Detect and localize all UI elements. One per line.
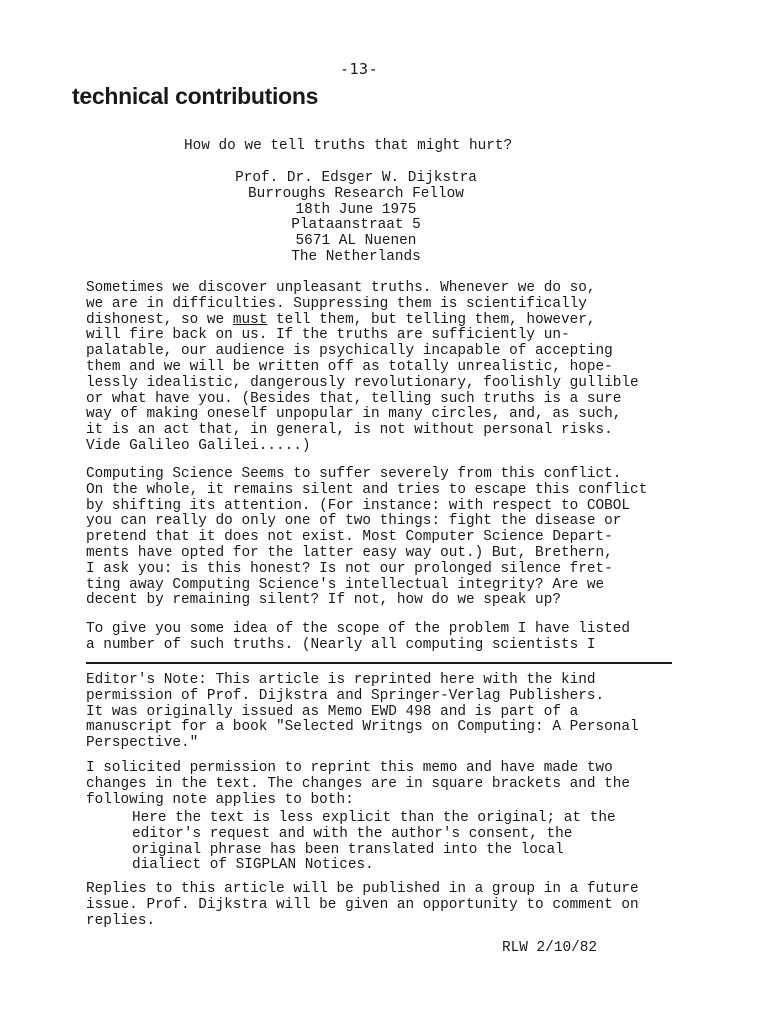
text-line: Perspective." — [86, 735, 199, 752]
editor-signoff: RLW 2/10/82 — [502, 940, 597, 956]
text-line — [86, 313, 639, 329]
text-line: On the whole, it remains silent and tries to escape this conflict — [86, 481, 648, 498]
text-fragment: dishonest, so we — [86, 311, 233, 328]
editor-indented-note — [132, 811, 616, 874]
text-line: it is an act that, in general, is not without personal risks. — [86, 422, 613, 439]
text-line: Editor's Note: This article is reprinted here with the kind — [86, 672, 596, 688]
text-line: changes in the text. The changes are in square brackets and the — [86, 775, 631, 792]
text-line: following note applies to both: — [86, 791, 354, 808]
text-line: decent by remaining silent? If not, how do we speak up? — [86, 592, 561, 609]
text-line: manuscript for a book "Selected Writngs on Computing: A Personal — [86, 719, 639, 736]
article-date: 18th June 1975 — [295, 201, 417, 218]
text-line: ments have opted for the latter easy way out.) But, Brethern, — [86, 544, 613, 561]
text-line: a number of such truths. (Nearly all computing scientists I — [86, 636, 596, 653]
editor-note-paragraph-1 — [86, 673, 639, 752]
text-line: Sometimes we discover unpleasant truths. Whenever we do so, — [86, 280, 596, 296]
text-line: dialiect of SIGPLAN Notices. — [132, 857, 374, 874]
body-paragraph-2 — [86, 467, 647, 609]
text-line: pretend that it does not exist. Most Computer Science Depart- — [86, 529, 613, 546]
emphasized-word: must — [232, 311, 268, 328]
text-line: Here the text is less explicit than the original; at the — [132, 810, 616, 826]
section-divider — [86, 662, 672, 664]
author-affiliation: Burroughs Research Fellow — [248, 185, 464, 202]
text-line: by shifting its attention. (For instance: with respect to COBOL — [86, 497, 631, 514]
text-fragment: tell them, but telling them, however, — [267, 311, 596, 328]
text-line: editor's request and with the author's consent, the — [132, 825, 573, 842]
author-block — [224, 171, 488, 266]
text-line: issue. Prof. Dijkstra will be given an opportunity to comment on — [86, 896, 639, 913]
text-line: or what have you. (Besides that, telling such truths is a sure — [86, 390, 622, 407]
text-line: you can really do only one of two things: fight the disease or — [86, 513, 622, 530]
text-line: Vide Galileo Galilei.....) — [86, 437, 311, 454]
text-line: them and we will be written off as totally unrealistic, hope- — [86, 358, 613, 375]
text-line: To give you some idea of the scope of the problem I have listed — [86, 621, 631, 637]
author-name: Prof. Dr. Edsger W. Dijkstra — [235, 170, 477, 186]
text-line: lessly idealistic, dangerously revolutionary, foolishly gullible — [86, 374, 639, 391]
text-line: we are in difficulties. Suppressing them is scientifically — [86, 295, 587, 312]
text-line: ting away Computing Science's intellectual integrity? Are we — [86, 576, 605, 593]
text-line: I solicited permission to reprint this memo and have made two — [86, 760, 613, 776]
body-paragraph-1 — [86, 281, 639, 455]
text-line: It was originally issued as Memo EWD 498 and is part of a — [86, 703, 579, 720]
page-number: -13- — [340, 60, 379, 78]
address-city: 5671 AL Nuenen — [295, 233, 417, 250]
editor-note-paragraph-3 — [86, 882, 639, 929]
article-title: How do we tell truths that might hurt? — [184, 138, 513, 154]
section-header: technical contributions — [72, 83, 319, 109]
address-country: The Netherlands — [291, 248, 421, 265]
text-line: original phrase has been translated into the local — [132, 841, 564, 858]
text-line: replies. — [86, 912, 156, 929]
text-line: Replies to this article will be published in a group in a future — [86, 881, 639, 897]
text-line: way of making oneself unpopular in many circles, and, as such, — [86, 406, 622, 423]
text-line: I ask you: is this honest? Is not our prolonged silence fret- — [86, 560, 613, 577]
text-line: palatable, our audience is psychically incapable of accepting — [86, 343, 613, 360]
text-line: permission of Prof. Dijkstra and Springer-Verlag Publishers. — [86, 687, 605, 704]
body-paragraph-3 — [86, 622, 630, 654]
address-street: Plataanstraat 5 — [291, 217, 421, 234]
editor-note-paragraph-2 — [86, 761, 630, 808]
text-line: will fire back on us. If the truths are sufficiently un- — [86, 327, 570, 344]
text-line: Computing Science Seems to suffer severely from this conflict. — [86, 466, 622, 482]
